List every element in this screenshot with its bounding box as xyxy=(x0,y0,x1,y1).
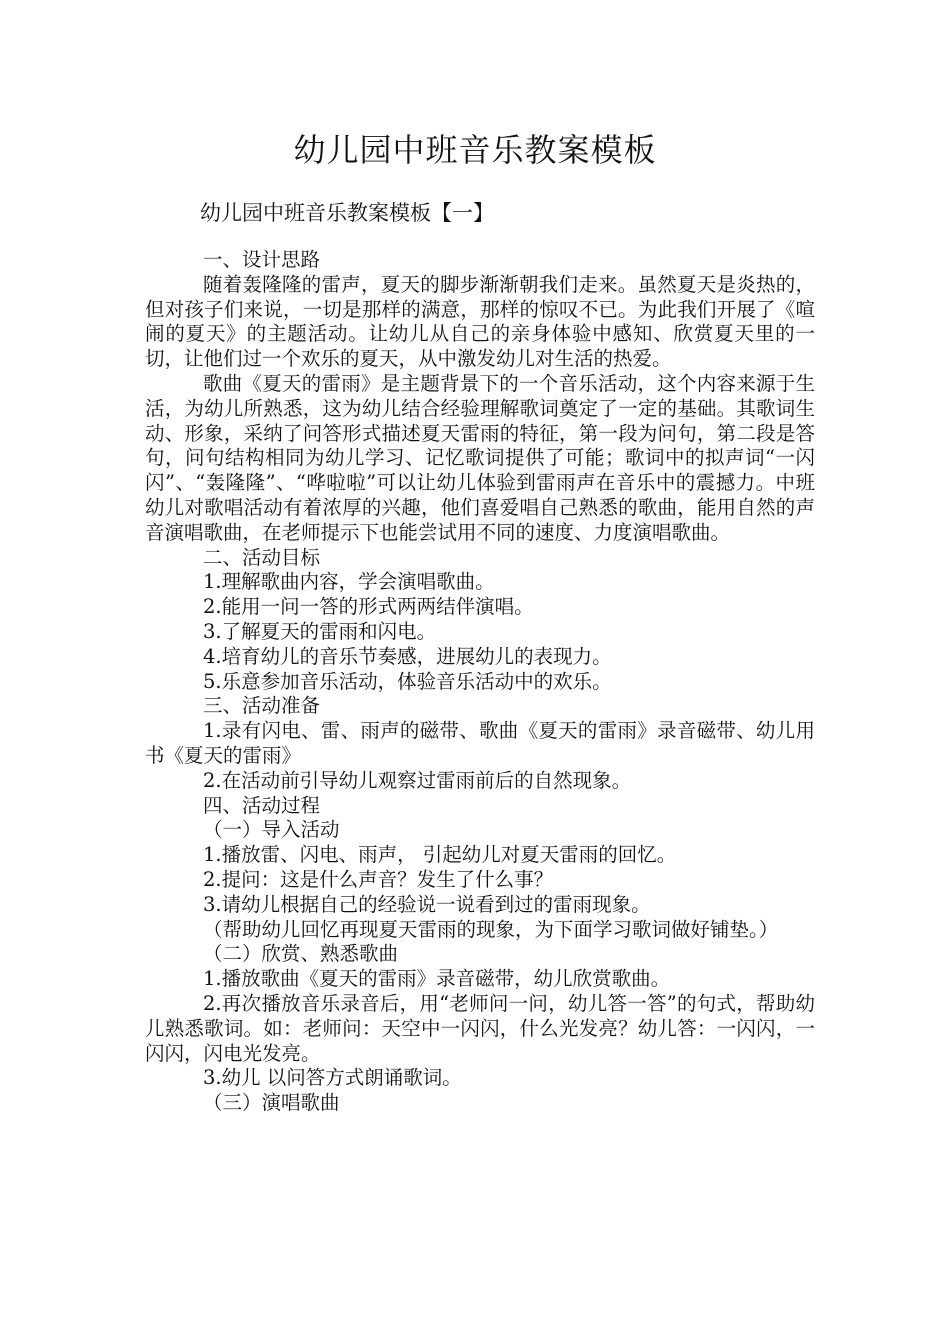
list-item: 2.再次播放音乐录音后，用“老师问一问，幼儿答一答”的句式，帮助幼儿熟悉歌词。如：老师问：天空中一闪闪，什么光发亮？幼儿答：一闪闪，一闪闪，闪电光发亮。 xyxy=(145,991,815,1065)
section-heading-process: 四、活动过程 xyxy=(203,793,321,817)
list-item: 4.培育幼儿的音乐节奏感，进展幼儿的表现力。 xyxy=(203,644,612,668)
list-item: 3.了解夏天的雷雨和闪电。 xyxy=(203,619,437,643)
list-item: 2.能用一问一答的形式两两结伴演唱。 xyxy=(203,595,534,619)
list-item: 5.乐意参加音乐活动，体验音乐活动中的欢乐。 xyxy=(203,669,612,693)
document-title: 幼儿园中班音乐教案模板 xyxy=(293,131,657,169)
note-paragraph: （帮助幼儿回忆再现夏天雷雨的现象，为下面学习歌词做好铺垫。） xyxy=(203,917,779,941)
subsection-heading: （一）导入活动 xyxy=(203,818,340,842)
document-body xyxy=(145,248,815,1116)
list-item: 2.在活动前引导幼儿观察过雷雨前后的自然现象。 xyxy=(203,768,632,792)
subsection-heading: （二）欣赏、熟悉歌曲 xyxy=(203,942,399,966)
list-item: 1.理解歌曲内容，学会演唱歌曲。 xyxy=(203,570,495,594)
section-heading-goals: 二、活动目标 xyxy=(203,545,321,569)
list-item: 1.播放歌曲《夏天的雷雨》录音磁带，幼儿欣赏歌曲。 xyxy=(203,967,671,991)
list-item: 3.请幼儿根据自己的经验说一说看到过的雷雨现象。 xyxy=(203,892,651,916)
paragraph: 随着轰隆隆的雷声，夏天的脚步渐渐朝我们走来。虽然夏天是炎热的，但对孩子们来说，一切是那样的满意，那样的惊叹不已。为此我们开展了《喧闹的夏天》的主题活动。让幼儿从自己的亲身体验中感知、欣赏夏天里的一切，让他们过一个欢乐的夏天，从中激发幼儿对生活的热爱。 xyxy=(145,272,815,371)
document-subtitle: 幼儿园中班音乐教案模板【一】 xyxy=(200,201,494,225)
paragraph: 歌曲《夏天的雷雨》是主题背景下的一个音乐活动，这个内容来源于生活，为幼儿所熟悉，这为幼儿结合经验理解歌词奠定了一定的基础。其歌词生动、形象，采纳了问答形式描述夏天雷雨的特征，第一段为问句，第二段是答句，问句结构相同为幼儿学习、记忆歌词提供了可能；歌词中的拟声词“一闪闪”、“轰隆隆”、“哗啦啦”可以让幼儿体验到雷雨声在音乐中的震撼力。中班幼儿对歌唱活动有着浓厚的兴趣，他们喜爱唱自己熟悉的歌曲，能用自然的声音演唱歌曲，在老师提示下也能尝试用不同的速度、力度演唱歌曲。 xyxy=(145,371,815,544)
list-item: 1.播放雷、闪电、雨声， 引起幼儿对夏天雷雨的回忆。 xyxy=(203,843,677,867)
section-heading-preparation: 三、活动准备 xyxy=(203,694,321,718)
list-item: 3.幼儿 以问答方式朗诵歌词。 xyxy=(203,1066,462,1090)
section-heading-design: 一、设计思路 xyxy=(203,248,321,271)
list-item: 2.提问：这是什么声音？发生了什么事？ xyxy=(203,867,554,891)
subsection-heading: （三）演唱歌曲 xyxy=(203,1091,340,1115)
list-item: 1.录有闪电、雷、雨声的磁带、歌曲《夏天的雷雨》录音磁带、幼儿用书《夏天的雷雨》 xyxy=(145,719,815,767)
